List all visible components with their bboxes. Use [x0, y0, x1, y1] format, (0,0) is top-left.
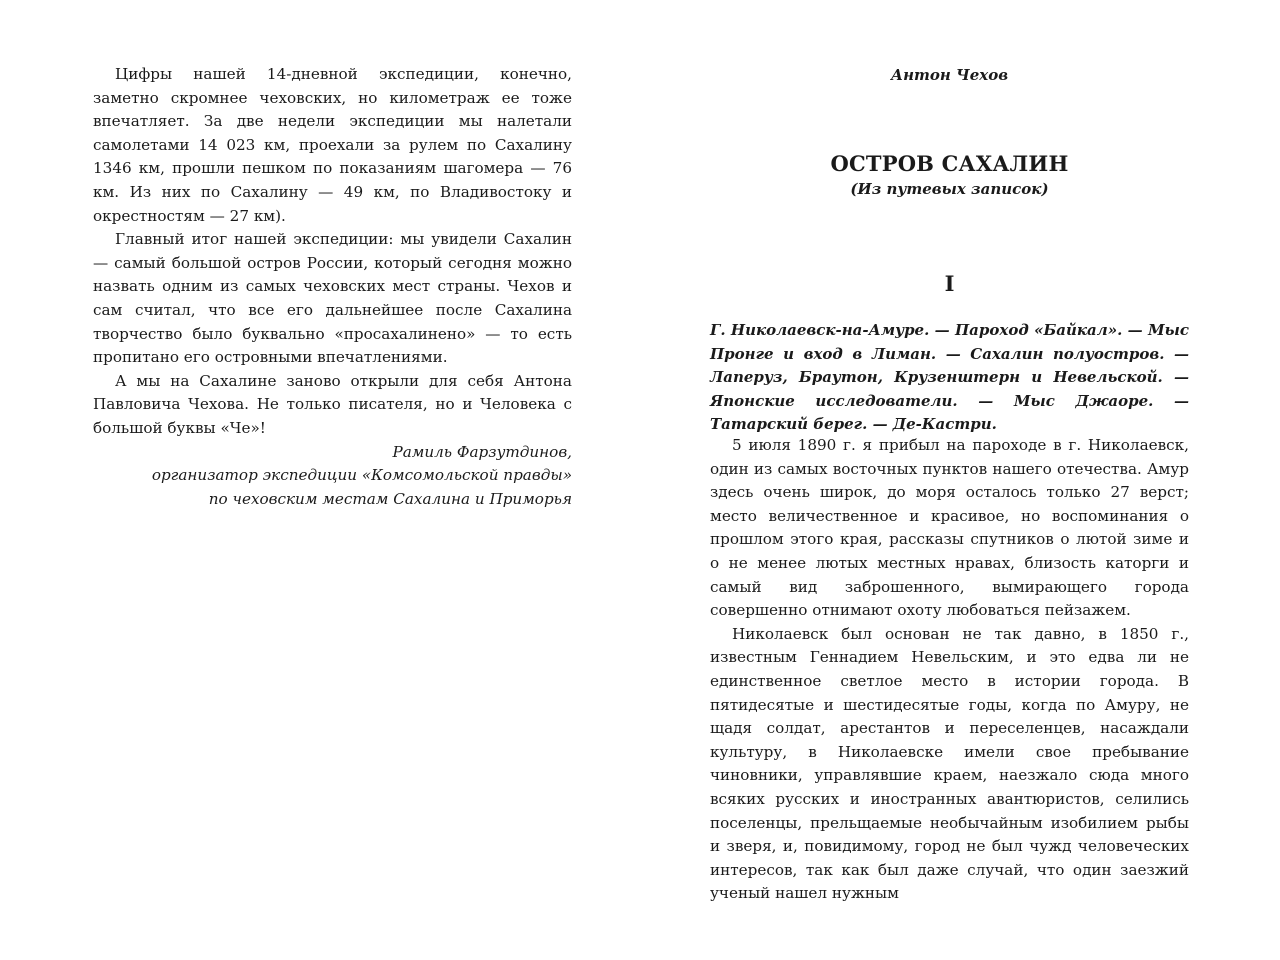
paragraph: Главный итог нашей экспедиции: мы увидели Сахалин — самый большой остров России, который сегодня можно назвать одним из самых чеховских мест страны. Чехов и сам считал, что все его дальнейшее после Сахалина творчество было буквально «просахалинено» — то есть пропитано его островными впечатлениями.: [93, 230, 572, 367]
signature-name: Рамиль Фарзутдинов,: [392, 442, 572, 461]
work-title: ОСТРОВ САХАЛИН: [830, 151, 1069, 176]
left-page: [93, 0, 572, 960]
paragraph: 5 июля 1890 г. я прибыл на пароходе в г. Николаевск, один из самых восточных пунктов нашего отечества. Амур здесь очень широк, до моря осталось только 27 верст; место величественное и красивое, но воспоминания о прошлом этого края, рассказы спутников о лютой зиме и о не менее лютых местных нравах, близость каторги и самый вид заброшенного, вымирающего города совершенно отнимают охоту любоваться пейзажем.: [710, 436, 1189, 620]
paragraph: А мы на Сахалине заново открыли для себя Антона Павловича Чехова. Не только писателя, но и Человека с большой буквы «Че»!: [93, 371, 572, 437]
chapter-synopsis: Г. Николаевск-на-Амуре. — Пароход «Байкал». — Мыс Пронге и вход в Лиман. — Сахалин полуостров. — Лаперуз, Браутон, Крузенштерн и Невельской. — Японские исследователи. — Мыс Джаоре. — Татарский берег. — Де-Кастри.: [710, 321, 1189, 434]
paragraph: Цифры нашей 14-дневной экспедиции, конечно, заметно скромнее чеховских, но километраж ее тоже впечатляет. За две недели экспедиции мы налетали самолетами 14 023 км, проехали за рулем по Сахалину 1346 км, прошли пешком по показаниям шагомера — 76 км. Из них по Сахалину — 49 км, по Владивостоку и окрестностям — 27 км).: [93, 65, 572, 225]
right-page: [710, 0, 1189, 960]
running-head-author: Антон Чехов: [890, 66, 1009, 84]
chapter-number: I: [944, 271, 955, 296]
paragraph: Николаевск был основан не так давно, в 1850 г., известным Геннадием Невельским, и это едва ли не единственное светлое место в истории города. В пятидесятые и шестидесятые годы, когда по Амуру, не щадя солдат, арестантов и переселенцев, насаждали культуру, в Николаевске имели свое пребывание чиновники, управлявшие краем, наезжало сюда много всяких русских и иностранных авантюристов, селились поселенцы, прельщаемые необычайным изобилием рыбы и зверя, и, повидимому, город не был чужд человеческих интересов, так как был даже случай, что один заезжий ученый нашел нужным: [710, 624, 1189, 903]
signature-role: по чеховским местам Сахалина и Приморья: [208, 489, 572, 508]
signature-role: организатор экспедиции «Комсомольской правды»: [151, 466, 572, 485]
work-subtitle: (Из путевых записок): [850, 180, 1049, 198]
left-page-text: [93, 63, 572, 511]
right-page-text: [710, 434, 1189, 906]
signature-block: [93, 441, 572, 512]
